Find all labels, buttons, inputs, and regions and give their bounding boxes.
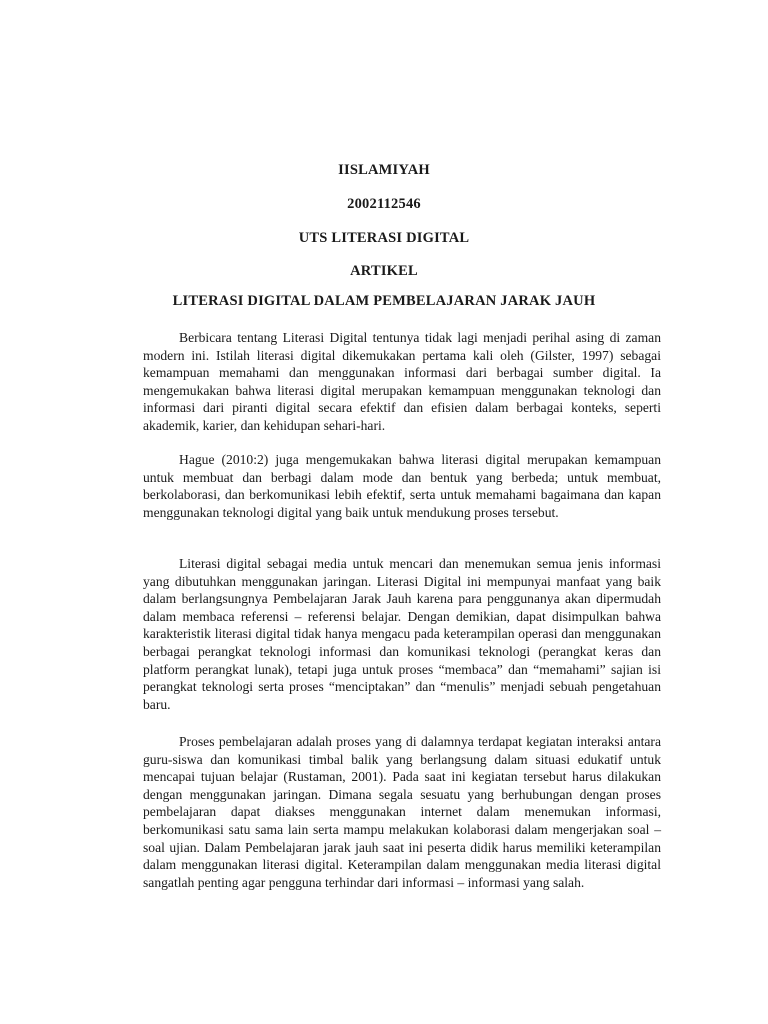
course-title: UTS LITERASI DIGITAL: [298, 230, 470, 246]
student-id: 2002112546: [347, 196, 421, 212]
paragraph-2: Hague (2010:2) juga mengemukakan bahwa literasi digital merupakan kemampuan untuk membuat dan berbagi dalam mode dan bentuk yang berbeda; untuk membuat, berkolaborasi, dan berkomunikasi lebih efektif, serta untuk memahami bagaimana dan kapan menggunakan teknologi digital yang baik untuk mendukung proses tersebut.: [143, 452, 661, 520]
paragraph-3: Literasi digital sebagai media untuk mencari dan menemukan semua jenis informasi yang dibutuhkan menggunakan jaringan. Literasi Digital ini mempunyai manfaat yang baik dalam berlangsungnya Pembelajaran Jarak Jauh karena para penggunanya akan dipermudah dalam membaca referensi – referensi belajar. Dengan demikian, dapat disimpulkan bahwa karakteristik literasi digital tidak hanya mengacu pada keterampilan operasi dan menggunakan berbagai perangkat teknologi informasi dan komunikasi teknologi (perangkat keras dan platform perangkat lunak), tetapi juga untuk proses “membaca” dan “memahami” sajian isi perangkat teknologi serta proses “menciptakan” dan “menulis” menjadi sebuah pengetahuan baru.: [143, 556, 661, 712]
paragraph-4: Proses pembelajaran adalah proses yang di dalamnya terdapat kegiatan interaksi antara guru-siswa dan komunikasi timbal balik yang berlangsung dalam situasi edukatif untuk mencapai tujuan belajar (Rustaman, 2001). Pada saat ini kegiatan tersebut harus dilakukan dengan menggunakan jaringan. Dimana segala sesuatu yang berhubungan dengan proses pembelajaran dapat diakses menggunakan internet dalam menemukan informasi, berkomunikasi satu sama lain serta mampu melakukan kolaborasi dalam mengerjakan soal – soal ujian. Dalam Pembelajaran jarak jauh saat ini peserta didik harus memiliki keterampilan dalam menggunakan literasi digital. Keterampilan dalam menggunakan media literasi digital sangatlah penting agar pengguna terhindar dari informasi – informasi yang salah.: [143, 734, 661, 890]
article-title: LITERASI DIGITAL DALAM PEMBELAJARAN JARAK JAUH: [172, 293, 596, 309]
paragraph-1: Berbicara tentang Literasi Digital tentunya tidak lagi menjadi perihal asing di zaman modern ini. Istilah literasi digital dikemukakan pertama kali oleh (Gilster, 1997) sebagai kemampuan memahami dan menggunakan informasi dari berbagai sumber digital. Ia mengemukakan bahwa literasi digital merupakan kemampuan menggunakan teknologi dan informasi dari piranti digital secara efektif dan efisien dalam berbagai konteks, seperti akademik, karier, dan kehidupan sehari-hari.: [143, 330, 661, 433]
author-name: IISLAMIYAH: [338, 162, 430, 178]
document-type: ARTIKEL: [350, 263, 418, 279]
